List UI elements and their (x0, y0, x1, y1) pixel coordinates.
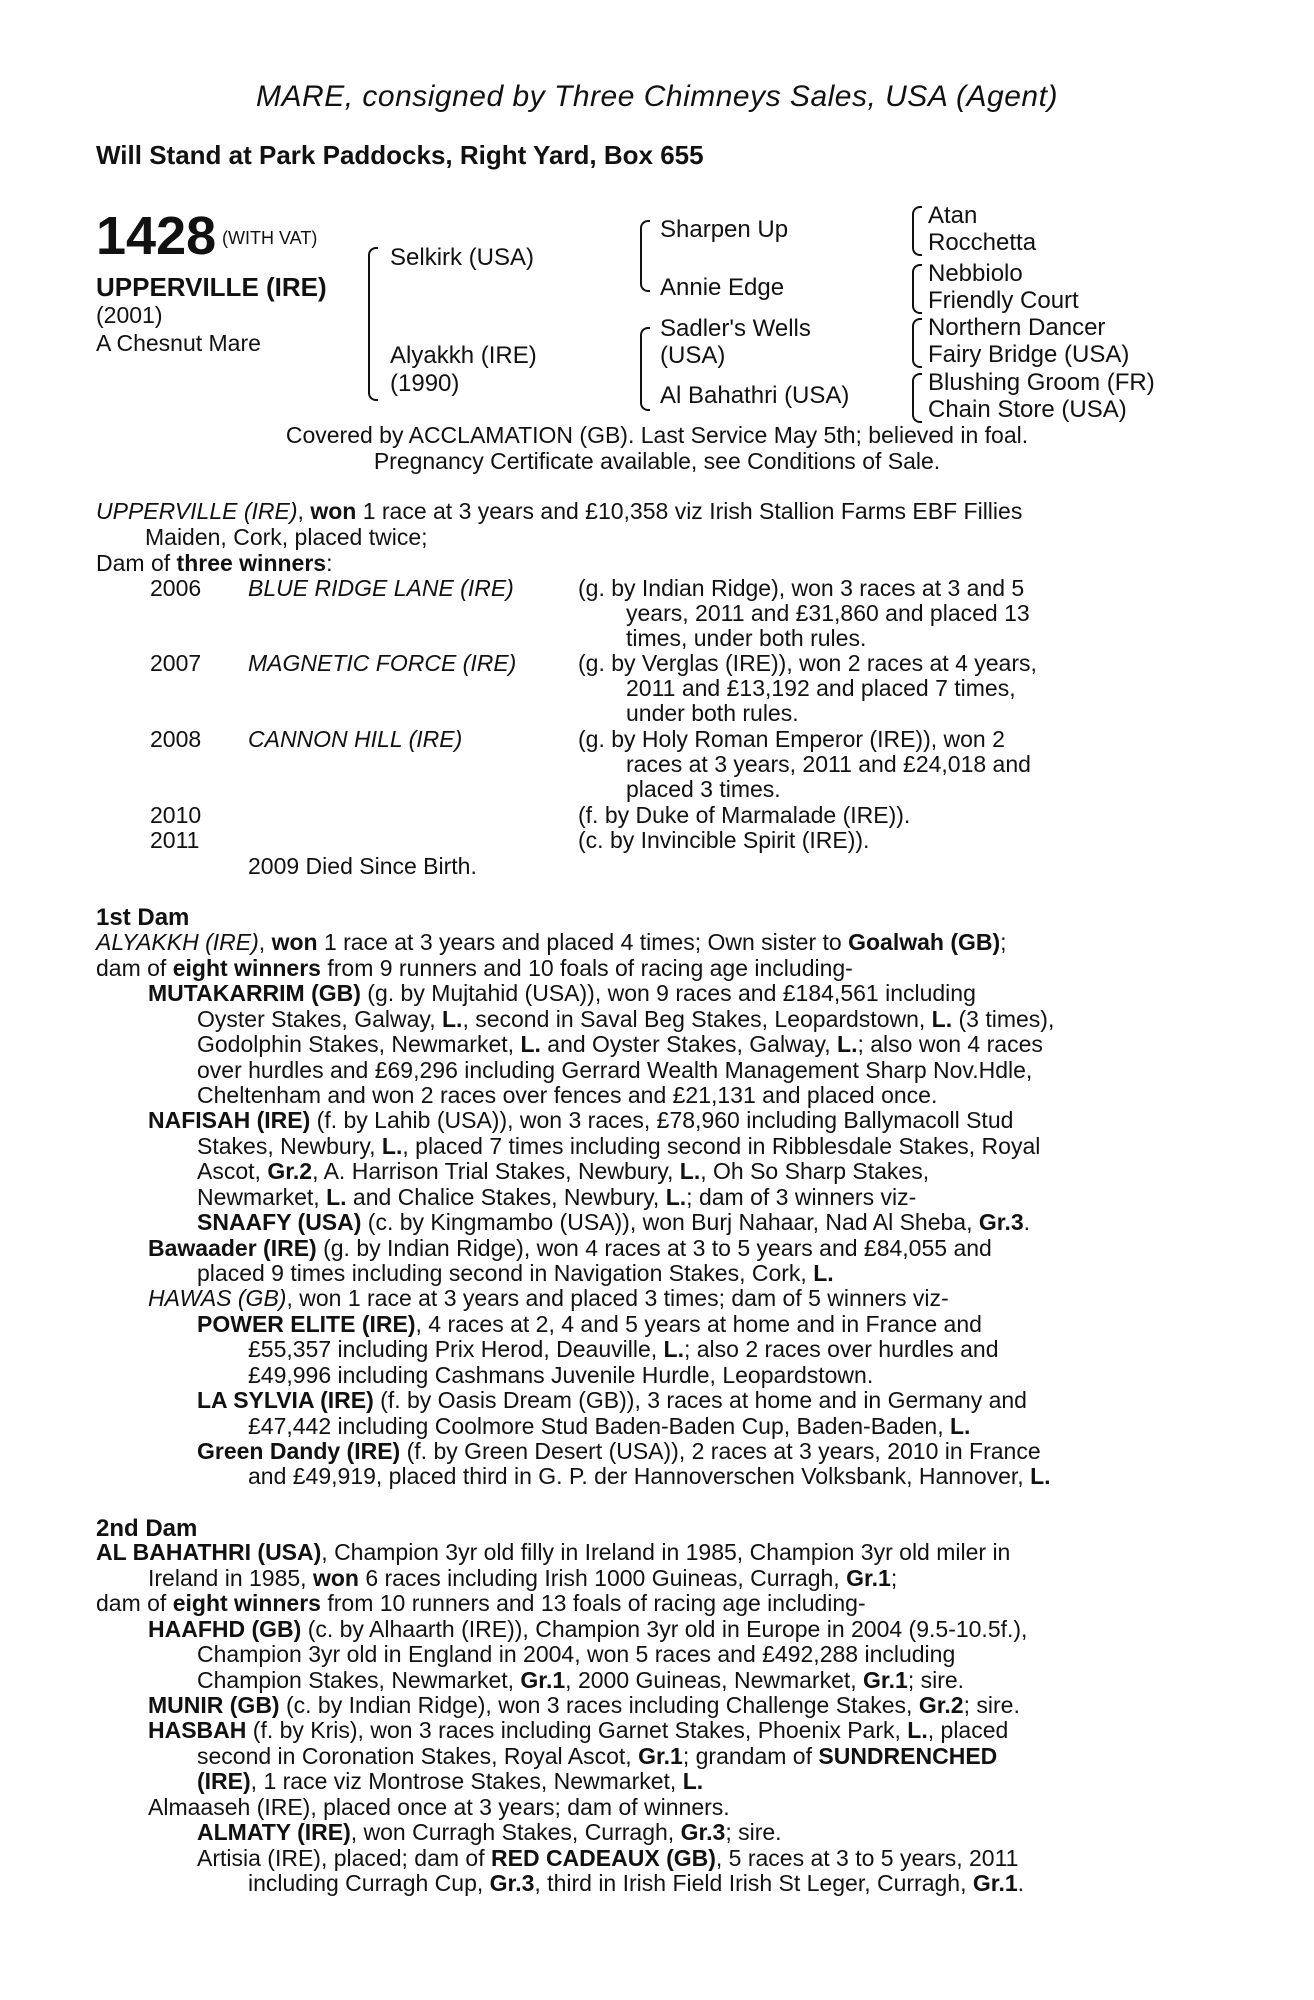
pedigree-ancestor: Fairy Bridge (USA) (928, 341, 1130, 368)
produce-year: 2008 (150, 726, 202, 752)
pedigree-dam-sire-origin: (USA) (660, 342, 726, 369)
pedigree-brace (912, 206, 922, 256)
produce-detail: (g. by Holy Roman Emperor (IRE)), won 2 (578, 726, 1005, 752)
produce-detail: years, 2011 and £31,860 and placed 13 (626, 600, 1030, 626)
produce-detail: placed 3 times. (626, 776, 781, 802)
dam-line: dam of eight winners from 10 runners and 13 foals of racing age including- (96, 1590, 866, 1616)
dam-line: dam of eight winners from 9 runners and 10 foals of racing age including- (96, 955, 853, 981)
dam-line: MUNIR (GB) (c. by Indian Ridge), won 3 races including Challenge Stakes, Gr.2; sire. (148, 1692, 1020, 1718)
produce-year: 2011 (150, 827, 200, 853)
produce-name: CANNON HILL (IRE) (248, 726, 463, 752)
dam-line: including Curragh Cup, Gr.3, third in Irish Field Irish St Leger, Curragh, Gr.1. (248, 1870, 1025, 1896)
dam-line: Almaaseh (IRE), placed once at 3 years; dam of winners. (148, 1794, 730, 1820)
dam-line: Ireland in 1985, won 6 races including Irish 1000 Guineas, Curragh, Gr.1; (148, 1565, 898, 1591)
dam-line: ALYAKKH (IRE), won 1 race at 3 years and placed 4 times; Own sister to Goalwah (GB); (96, 929, 1007, 955)
produce-detail: (f. by Duke of Marmalade (IRE)). (578, 802, 911, 828)
produce-detail: under both rules. (626, 700, 799, 726)
pedigree-sire-sire: Sharpen Up (660, 216, 789, 243)
dam-of-line: Dam of three winners: (96, 550, 333, 576)
produce-note: 2009 Died Since Birth. (248, 853, 477, 879)
produce-detail: races at 3 years, 2011 and £24,018 and (626, 751, 1031, 777)
pedigree-ancestor: Chain Store (USA) (928, 396, 1127, 423)
pedigree-brace (912, 264, 922, 314)
produce-detail: (c. by Invincible Spirit (IRE)). (578, 827, 870, 853)
dam-line: Stakes, Newbury, L., placed 7 times including second in Ribblesdale Stakes, Royal (197, 1133, 1041, 1159)
covered-line: Covered by ACCLAMATION (GB). Last Service May 5th; believed in foal. (285, 422, 1029, 448)
produce-detail: 2011 and £13,192 and placed 7 times, (626, 675, 1016, 701)
pedigree-ancestor: Friendly Court (928, 287, 1079, 314)
produce-year: 2006 (150, 575, 202, 601)
dam-line: LA SYLVIA (IRE) (f. by Oasis Dream (GB)), 3 races at home and in Germany and (197, 1387, 1027, 1413)
horse-description: A Chesnut Mare (96, 330, 261, 356)
dam-line: £49,996 including Cashmans Juvenile Hurdle, Leopardstown. (248, 1362, 874, 1388)
dam-line: Oyster Stakes, Galway, L., second in Saval Beg Stakes, Leopardstown, L. (3 times), (197, 1006, 1055, 1032)
dam-line: over hurdles and £69,296 including Gerrard Wealth Management Sharp Nov.Hdle, (197, 1057, 1033, 1083)
stand-location: Will Stand at Park Paddocks, Right Yard, Box 655 (96, 140, 704, 170)
produce-year: 2007 (150, 650, 202, 676)
dam-line: Bawaader (IRE) (g. by Indian Ridge), won 4 races at 3 to 5 years and £84,055 and (148, 1235, 992, 1261)
pedigree-dam-year: (1990) (390, 370, 460, 397)
pedigree-dam: Alyakkh (IRE) (390, 342, 537, 369)
dam-line: HAAFHD (GB) (c. by Alhaarth (IRE)), Champion 3yr old in Europe in 2004 (9.5-10.5f.), (148, 1616, 1028, 1642)
dam-line: placed 9 times including second in Navigation Stakes, Cork, L. (197, 1260, 834, 1286)
dam-line: SNAAFY (USA) (c. by Kingmambo (USA)), won Burj Nahaar, Nad Al Sheba, Gr.3. (197, 1209, 1031, 1235)
pedigree-brace (640, 327, 650, 411)
pedigree-brace (368, 247, 378, 401)
dam-line: Champion Stakes, Newmarket, Gr.1, 2000 Guineas, Newmarket, Gr.1; sire. (197, 1667, 965, 1693)
produce-year: 2010 (150, 802, 202, 828)
pedigree-dam-sire: Sadler's Wells (660, 315, 811, 342)
dam-line: Ascot, Gr.2, A. Harrison Trial Stakes, Newbury, L., Oh So Sharp Stakes, (197, 1158, 930, 1184)
pedigree-sire-dam: Annie Edge (660, 274, 785, 301)
pedigree-ancestor: Blushing Groom (FR) (928, 369, 1155, 396)
pedigree-ancestor: Nebbiolo (928, 260, 1023, 287)
horse-name: UPPERVILLE (IRE) (96, 272, 327, 302)
pedigree-ancestor: Atan (928, 202, 978, 229)
dam-line: Champion 3yr old in England in 2004, won 5 races and £492,288 including (197, 1641, 956, 1667)
dam-line: £55,357 including Prix Herod, Deauville, L.; also 2 races over hurdles and (248, 1336, 999, 1362)
dam-line: Green Dandy (IRE) (f. by Green Desert (USA)), 2 races at 3 years, 2010 in France (197, 1438, 1041, 1464)
dam-line: Artisia (IRE), placed; dam of RED CADEAUX (GB), 5 races at 3 to 5 years, 2011 (197, 1845, 1019, 1871)
pregnancy-line: Pregnancy Certificate available, see Conditions of Sale. (373, 448, 941, 474)
section-heading: 2nd Dam (96, 1515, 198, 1542)
dam-line: HAWAS (GB), won 1 race at 3 years and placed 3 times; dam of 5 winners viz- (148, 1285, 949, 1311)
foaling-year: (2001) (96, 302, 163, 328)
produce-name: MAGNETIC FORCE (IRE) (248, 650, 517, 676)
pedigree-brace (640, 220, 650, 292)
dam-line: Godolphin Stakes, Newmarket, L. and Oyster Stakes, Galway, L.; also won 4 races (197, 1031, 1043, 1057)
covering-note (0, 422, 1314, 474)
dam-line: Newmarket, L. and Chalice Stakes, Newbury, L.; dam of 3 winners viz- (197, 1184, 917, 1210)
lot-number: 1428 (96, 206, 217, 266)
produce-detail: (g. by Indian Ridge), won 3 races at 3 and 5 (578, 575, 1025, 601)
dam-line: ALMATY (IRE), won Curragh Stakes, Curragh, Gr.3; sire. (197, 1819, 782, 1845)
dam-line: £47,442 including Coolmore Stud Baden-Baden Cup, Baden-Baden, L. (248, 1413, 971, 1439)
dam-line: MUTAKARRIM (GB) (g. by Mujtahid (USA)), won 9 races and £184,561 including (148, 980, 976, 1006)
produce-detail: times, under both rules. (626, 625, 867, 651)
dam-line: NAFISAH (IRE) (f. by Lahib (USA)), won 3 races, £78,960 including Ballymacoll Stud (148, 1107, 1014, 1133)
vat-note: (WITH VAT) (222, 228, 318, 248)
dam-line: and £49,919, placed third in G. P. der Hannoverschen Volksbank, Hannover, L. (248, 1463, 1051, 1489)
pedigree-ancestor: Northern Dancer (928, 314, 1106, 341)
dam-line: second in Coronation Stakes, Royal Ascot, Gr.1; grandam of SUNDRENCHED (197, 1743, 998, 1769)
pedigree-brace (912, 373, 922, 423)
pedigree-ancestor: Rocchetta (928, 229, 1037, 256)
pedigree-brace (912, 318, 922, 368)
pedigree-dam-dam: Al Bahathri (USA) (660, 382, 850, 409)
page-title: MARE, consigned by Three Chimneys Sales, USA (Agent) (256, 80, 1058, 113)
dam-line: POWER ELITE (IRE), 4 races at 2, 4 and 5 years at home and in France and (197, 1311, 982, 1337)
section-heading: 1st Dam (96, 904, 190, 931)
produce-name: BLUE RIDGE LANE (IRE) (248, 575, 514, 601)
pedigree-sire: Selkirk (USA) (390, 244, 535, 271)
horse-name-italic: UPPERVILLE (IRE) (96, 498, 298, 524)
produce-detail: (g. by Verglas (IRE)), won 2 races at 4 years, (578, 650, 1037, 676)
intro-line: UPPERVILLE (IRE), won 1 race at 3 years and £10,358 viz Irish Stallion Farms EBF Fillies (96, 498, 1023, 524)
dam-line: (IRE), 1 race viz Montrose Stakes, Newmarket, L. (197, 1768, 704, 1794)
dam-line: AL BAHATHRI (USA), Champion 3yr old filly in Ireland in 1985, Champion 3yr old miler in (96, 1539, 1011, 1565)
dam-line: Cheltenham and won 2 races over fences and £21,131 and placed once. (197, 1082, 938, 1108)
dam-line: HASBAH (f. by Kris), won 3 races including Garnet Stakes, Phoenix Park, L., placed (148, 1717, 1009, 1743)
intro-line: Maiden, Cork, placed twice; (145, 524, 428, 550)
